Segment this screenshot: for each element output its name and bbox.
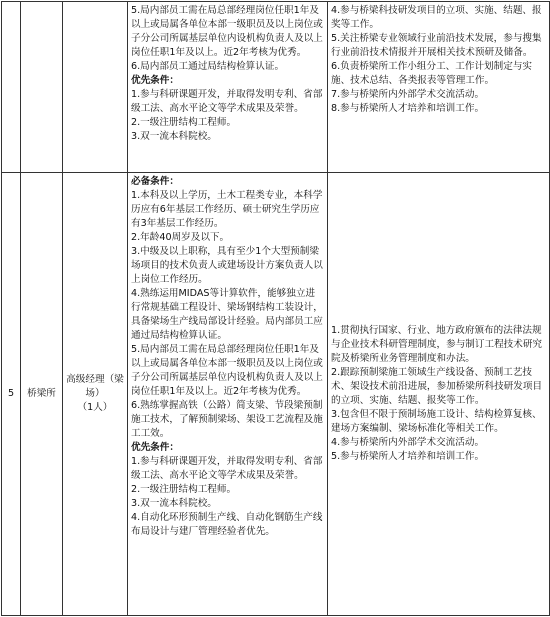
- section-heading: 必备条件：: [131, 176, 179, 187]
- section-heading: 优先条件：: [131, 442, 179, 453]
- requirement-item: 3.中级及以上职称，具有至少1个大型预制梁场项目的技术负责人或建场设计方案负责人以上岗位工作经历。: [131, 246, 323, 285]
- index-cell: [2, 2, 21, 173]
- duty-item: 6.负责桥梁所工作小组分工、工作计划制定与实施、技术总结、各类报表等管理工作。: [331, 61, 533, 86]
- recruitment-table: [1, 1, 550, 616]
- duty-item: 2.跟踪预制梁施工领域生产线设备、预制工艺技术、架设技术前沿进展，参加桥梁所科技研发项目的立项、实施、结题、报奖等工作。: [331, 367, 543, 406]
- requirements-cell: [128, 173, 328, 616]
- duty-item: 1.贯彻执行国家、行业、地方政府颁布的法律法规与企业技术科研管理制度，参与制订工程技术研究院及桥梁所业务管理制度和办法。: [331, 325, 543, 364]
- requirement-item: 2.一级注册结构工程师。: [131, 117, 237, 128]
- requirement-item: 6.熟练掌握高铁（公路）简支梁、节段梁预制施工技术，了解预制梁场、架设工艺流程及施工工效。: [131, 400, 323, 439]
- duty-item: 8.参与桥梁所人才培养和培训工作。: [331, 103, 485, 114]
- duties-cell: [328, 2, 550, 173]
- department-cell: [21, 2, 63, 173]
- position-title: 高级经理（梁场）: [66, 374, 124, 399]
- section-heading: 优先条件：: [131, 75, 179, 86]
- requirement-item: 1.参与科研课题开发，并取得发明专利、省部级工法、高水平论文等学术成果及荣誉。: [131, 89, 323, 114]
- duty-item: 5.关注桥梁专业领域行业前沿技术发展，参与搜集行业前沿技术情报并开展相关技术预研及储备。: [331, 33, 542, 58]
- requirement-item: 2.一级注册结构工程师。: [131, 484, 237, 495]
- requirement-item: 1.参与科研课题开发，并取得发明专利、省部级工法、高水平论文等学术成果及荣誉。: [131, 456, 323, 481]
- requirement-item: 2.年龄40周岁及以下。: [131, 232, 230, 243]
- requirement-item: 3.双一流本科院校。: [131, 131, 217, 142]
- duty-item: 4.参与桥梁科技研发项目的立项、实施、结题、报奖等工作。: [331, 5, 542, 30]
- duty-item: 5.参与桥梁所人才培养和培训工作。: [331, 451, 485, 462]
- recruitment-table-page: [1, 1, 549, 615]
- duties-cell: [328, 173, 550, 616]
- requirements-cell: [128, 2, 328, 173]
- requirement-item: 5.局内部员工需在局总部经理岗位任职1年及以上或局属各单位本部一级职员及以上岗位或子分公司所属基层单位内设机构负责人及以上岗位任职1年及以上。近2年考核为优秀。: [131, 5, 323, 58]
- requirement-item: 5.局内部员工需在局总部经理岗位任职1年及以上或局属各单位本部一级职员及以上岗位或子分公司所属基层单位内设机构负责人及以上岗位任职1年及以上。近2年考核为优秀。: [131, 344, 323, 397]
- position-count: （1人）: [77, 402, 113, 413]
- requirement-item: 3.双一流本科院校。: [131, 498, 217, 509]
- position-cell: [63, 2, 128, 173]
- duty-item: 3.包含但不限于预制场施工设计、结构检算复核、建场方案编制、梁场标准化等相关工作。: [331, 409, 542, 434]
- requirement-item: 1.本科及以上学历，土木工程类专业，本科学历应有6年基层工作经历、硕士研究生学历应有3年基层工作经历。: [131, 190, 323, 229]
- requirement-item: 4.熟练运用MIDAS等计算软件，能够独立进行常规基础工程设计、梁场钢结构工装设计，具备梁场生产线局部设计经验。局内部员工应通过局结构检算认证。: [131, 288, 323, 341]
- duty-item: 7.参与桥梁所内外部学术交流活动。: [331, 89, 485, 100]
- duty-item: 4.参与桥梁所内外部学术交流活动。: [331, 437, 485, 448]
- table-row-5: [2, 173, 550, 616]
- requirement-item: 6.局内部员工通过局结构检算认证。: [131, 61, 285, 72]
- department-cell: 桥梁所: [21, 173, 63, 616]
- position-cell: [63, 173, 128, 616]
- table-row-continued: [2, 2, 550, 173]
- requirement-item: 4.自动化环形预制生产线、自动化钢筋生产线布局设计与建厂管理经验者优先。: [131, 512, 323, 537]
- index-cell: 5: [2, 173, 21, 616]
